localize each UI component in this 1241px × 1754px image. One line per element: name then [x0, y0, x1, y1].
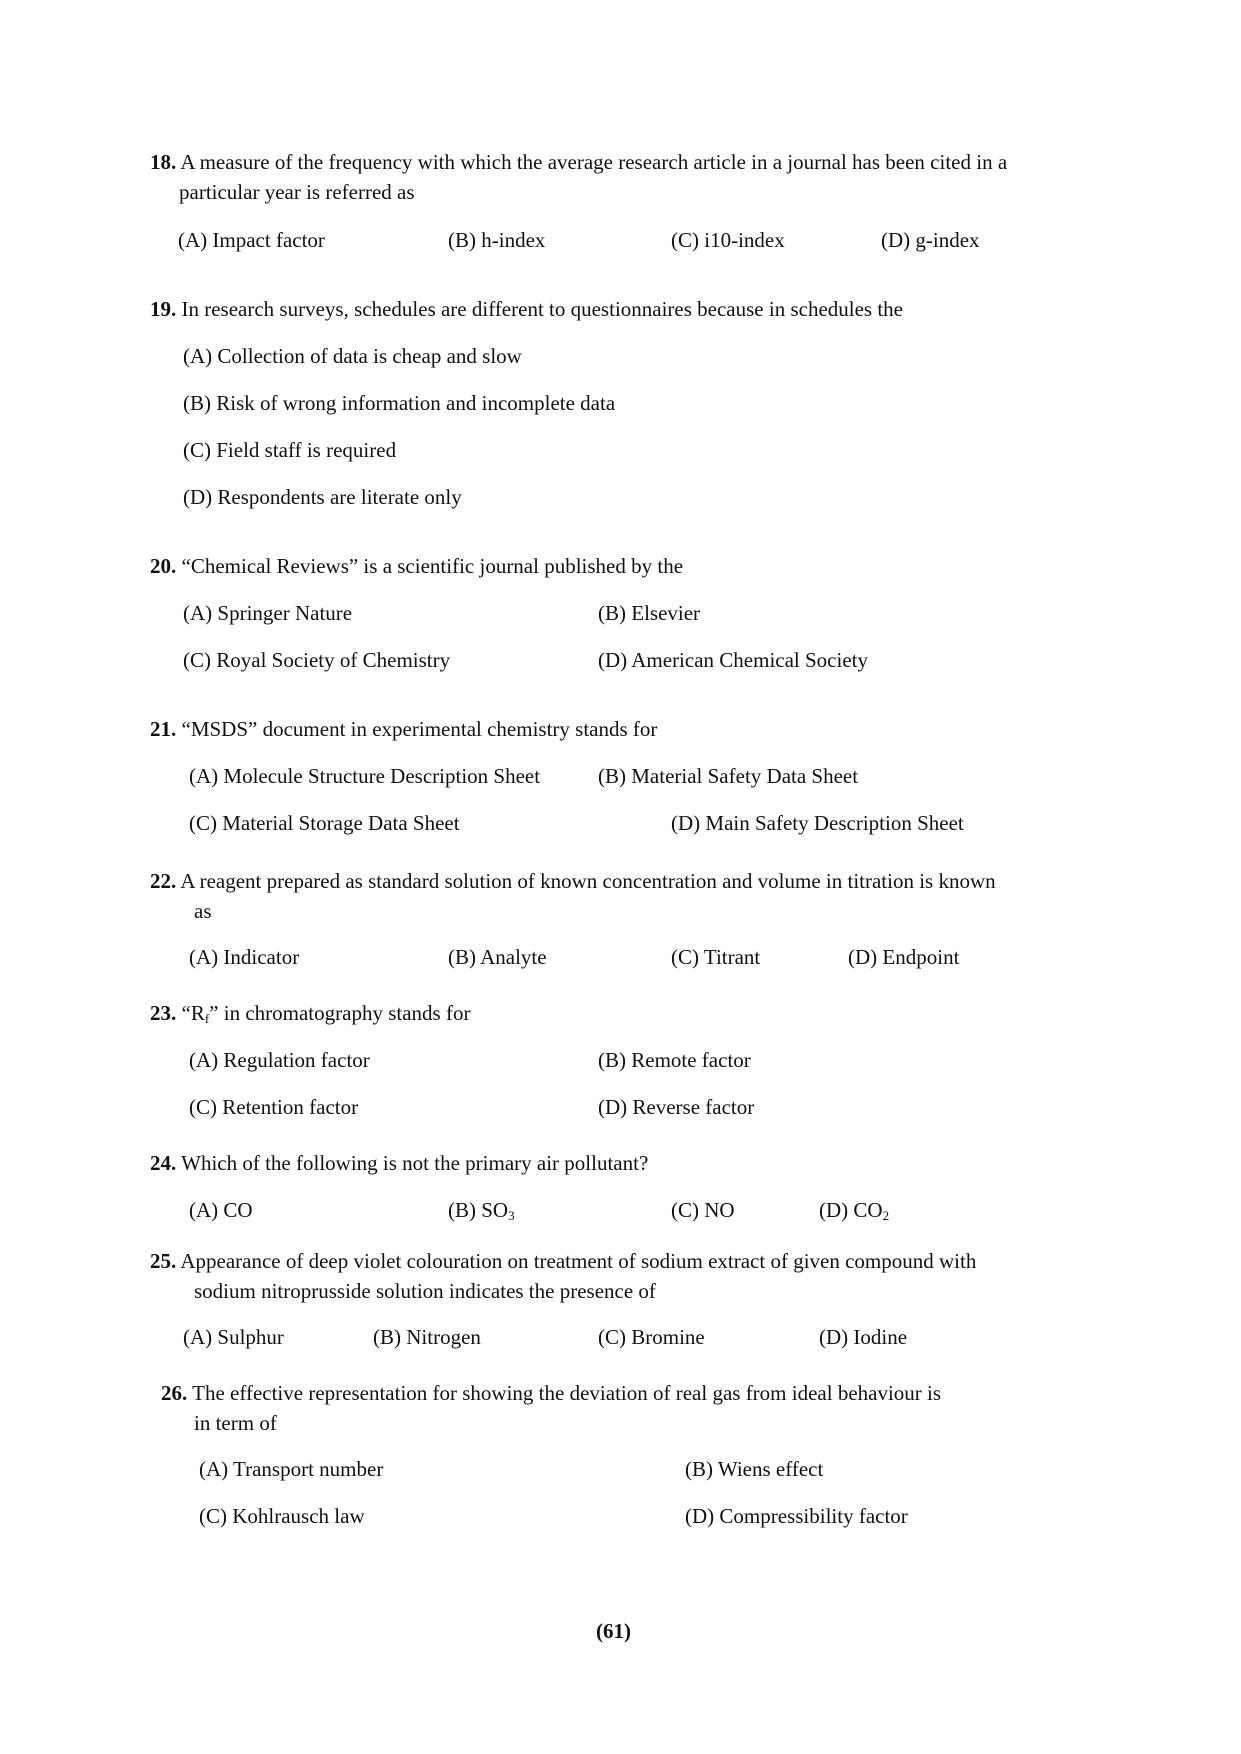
- option-b[interactable]: (B) h-index: [448, 228, 546, 252]
- question-26: [161, 1383, 941, 1404]
- question-21: [150, 719, 657, 740]
- option-a[interactable]: (A) Indicator: [189, 945, 300, 969]
- subscript: f: [204, 1011, 210, 1026]
- subscript: 3: [508, 1208, 515, 1223]
- option-c[interactable]: (C) Field staff is required: [183, 438, 397, 462]
- option-d[interactable]: (D) Compressibility factor: [685, 1504, 908, 1528]
- question-23: [150, 1003, 470, 1024]
- question-number: 22.: [150, 869, 177, 893]
- option-a[interactable]: (A) Regulation factor: [189, 1048, 370, 1072]
- option-b[interactable]: (B) Risk of wrong information and incomplete data: [183, 391, 616, 415]
- option-a[interactable]: (A) Collection of data is cheap and slow: [183, 344, 522, 368]
- question-number: 18.: [150, 150, 177, 174]
- question-19: [150, 299, 903, 320]
- question-text: In research surveys, schedules are different to questionnaires because in schedules the: [181, 297, 904, 321]
- question-22: [150, 871, 996, 892]
- option-text: (B) SO: [448, 1198, 509, 1222]
- option-c[interactable]: (C) Retention factor: [189, 1095, 359, 1119]
- question-text: The effective representation for showing the deviation of real gas from ideal behaviour is: [192, 1381, 942, 1405]
- question-text-open: “R: [181, 1001, 205, 1025]
- question-25: [150, 1251, 976, 1272]
- option-text: (C) NO: [671, 1198, 735, 1222]
- option-d[interactable]: (D) Endpoint: [848, 945, 960, 969]
- option-b[interactable]: [448, 1200, 515, 1221]
- option-d[interactable]: (D) Reverse factor: [598, 1095, 755, 1119]
- option-c[interactable]: (C) Kohlrausch law: [199, 1504, 365, 1528]
- question-number: 19.: [150, 297, 177, 321]
- option-a[interactable]: (A) Springer Nature: [183, 601, 353, 625]
- option-d[interactable]: (D) Iodine: [819, 1325, 908, 1349]
- option-c[interactable]: (C) i10-index: [671, 228, 785, 252]
- question-18: [150, 152, 1007, 173]
- option-d[interactable]: (D) Main Safety Description Sheet: [671, 811, 964, 835]
- option-c[interactable]: (C) Titrant: [671, 945, 761, 969]
- question-text-cont: in term of: [194, 1411, 277, 1435]
- question-number: 24.: [150, 1151, 177, 1175]
- question-number: 26.: [161, 1381, 188, 1405]
- question-text-cont: sodium nitroprusside solution indicates the presence of: [194, 1279, 656, 1303]
- page-number: (61): [596, 1619, 631, 1643]
- option-a[interactable]: (A) Sulphur: [183, 1325, 284, 1349]
- question-text: Appearance of deep violet colouration on treatment of sodium extract of given compound with: [180, 1249, 977, 1273]
- question-number: 25.: [150, 1249, 177, 1273]
- option-c[interactable]: (C) Bromine: [598, 1325, 705, 1349]
- option-b[interactable]: (B) Remote factor: [598, 1048, 751, 1072]
- option-a[interactable]: (A) Transport number: [199, 1457, 384, 1481]
- option-d[interactable]: [819, 1200, 889, 1221]
- question-20: [150, 556, 683, 577]
- option-a[interactable]: (A) Impact factor: [178, 228, 325, 252]
- option-a[interactable]: [189, 1200, 253, 1221]
- option-b[interactable]: (B) Analyte: [448, 945, 547, 969]
- option-c[interactable]: [671, 1200, 735, 1221]
- question-number: 20.: [150, 554, 177, 578]
- question-24: [150, 1153, 648, 1174]
- option-b[interactable]: (B) Nitrogen: [373, 1325, 481, 1349]
- option-c[interactable]: (C) Royal Society of Chemistry: [183, 648, 451, 672]
- question-text: Which of the following is not the primary air pollutant?: [181, 1151, 649, 1175]
- question-text: [182, 1001, 471, 1025]
- option-text: (A) CO: [189, 1198, 253, 1222]
- question-text: “MSDS” document in experimental chemistry stands for: [181, 717, 658, 741]
- question-text-rest: ” in chromatography stands for: [209, 1001, 471, 1025]
- question-text-cont: as: [194, 899, 212, 923]
- option-b[interactable]: (B) Wiens effect: [685, 1457, 824, 1481]
- question-text: “Chemical Reviews” is a scientific journal published by the: [181, 554, 684, 578]
- question-text: A reagent prepared as standard solution of known concentration and volume in titration is known: [180, 869, 996, 893]
- question-text: A measure of the frequency with which the average research article in a journal has been cited in a: [180, 150, 1008, 174]
- option-d[interactable]: (D) Respondents are literate only: [183, 485, 462, 509]
- question-number: 21.: [150, 717, 177, 741]
- option-text: (D) CO: [819, 1198, 883, 1222]
- option-a[interactable]: (A) Molecule Structure Description Sheet: [189, 764, 541, 788]
- option-d[interactable]: (D) American Chemical Society: [598, 648, 868, 672]
- option-d[interactable]: (D) g-index: [881, 228, 980, 252]
- option-c[interactable]: (C) Material Storage Data Sheet: [189, 811, 460, 835]
- option-b[interactable]: (B) Elsevier: [598, 601, 701, 625]
- subscript: 2: [882, 1208, 890, 1223]
- question-number: 23.: [150, 1001, 177, 1025]
- question-text-cont: particular year is referred as: [179, 180, 415, 204]
- option-b[interactable]: (B) Material Safety Data Sheet: [598, 764, 859, 788]
